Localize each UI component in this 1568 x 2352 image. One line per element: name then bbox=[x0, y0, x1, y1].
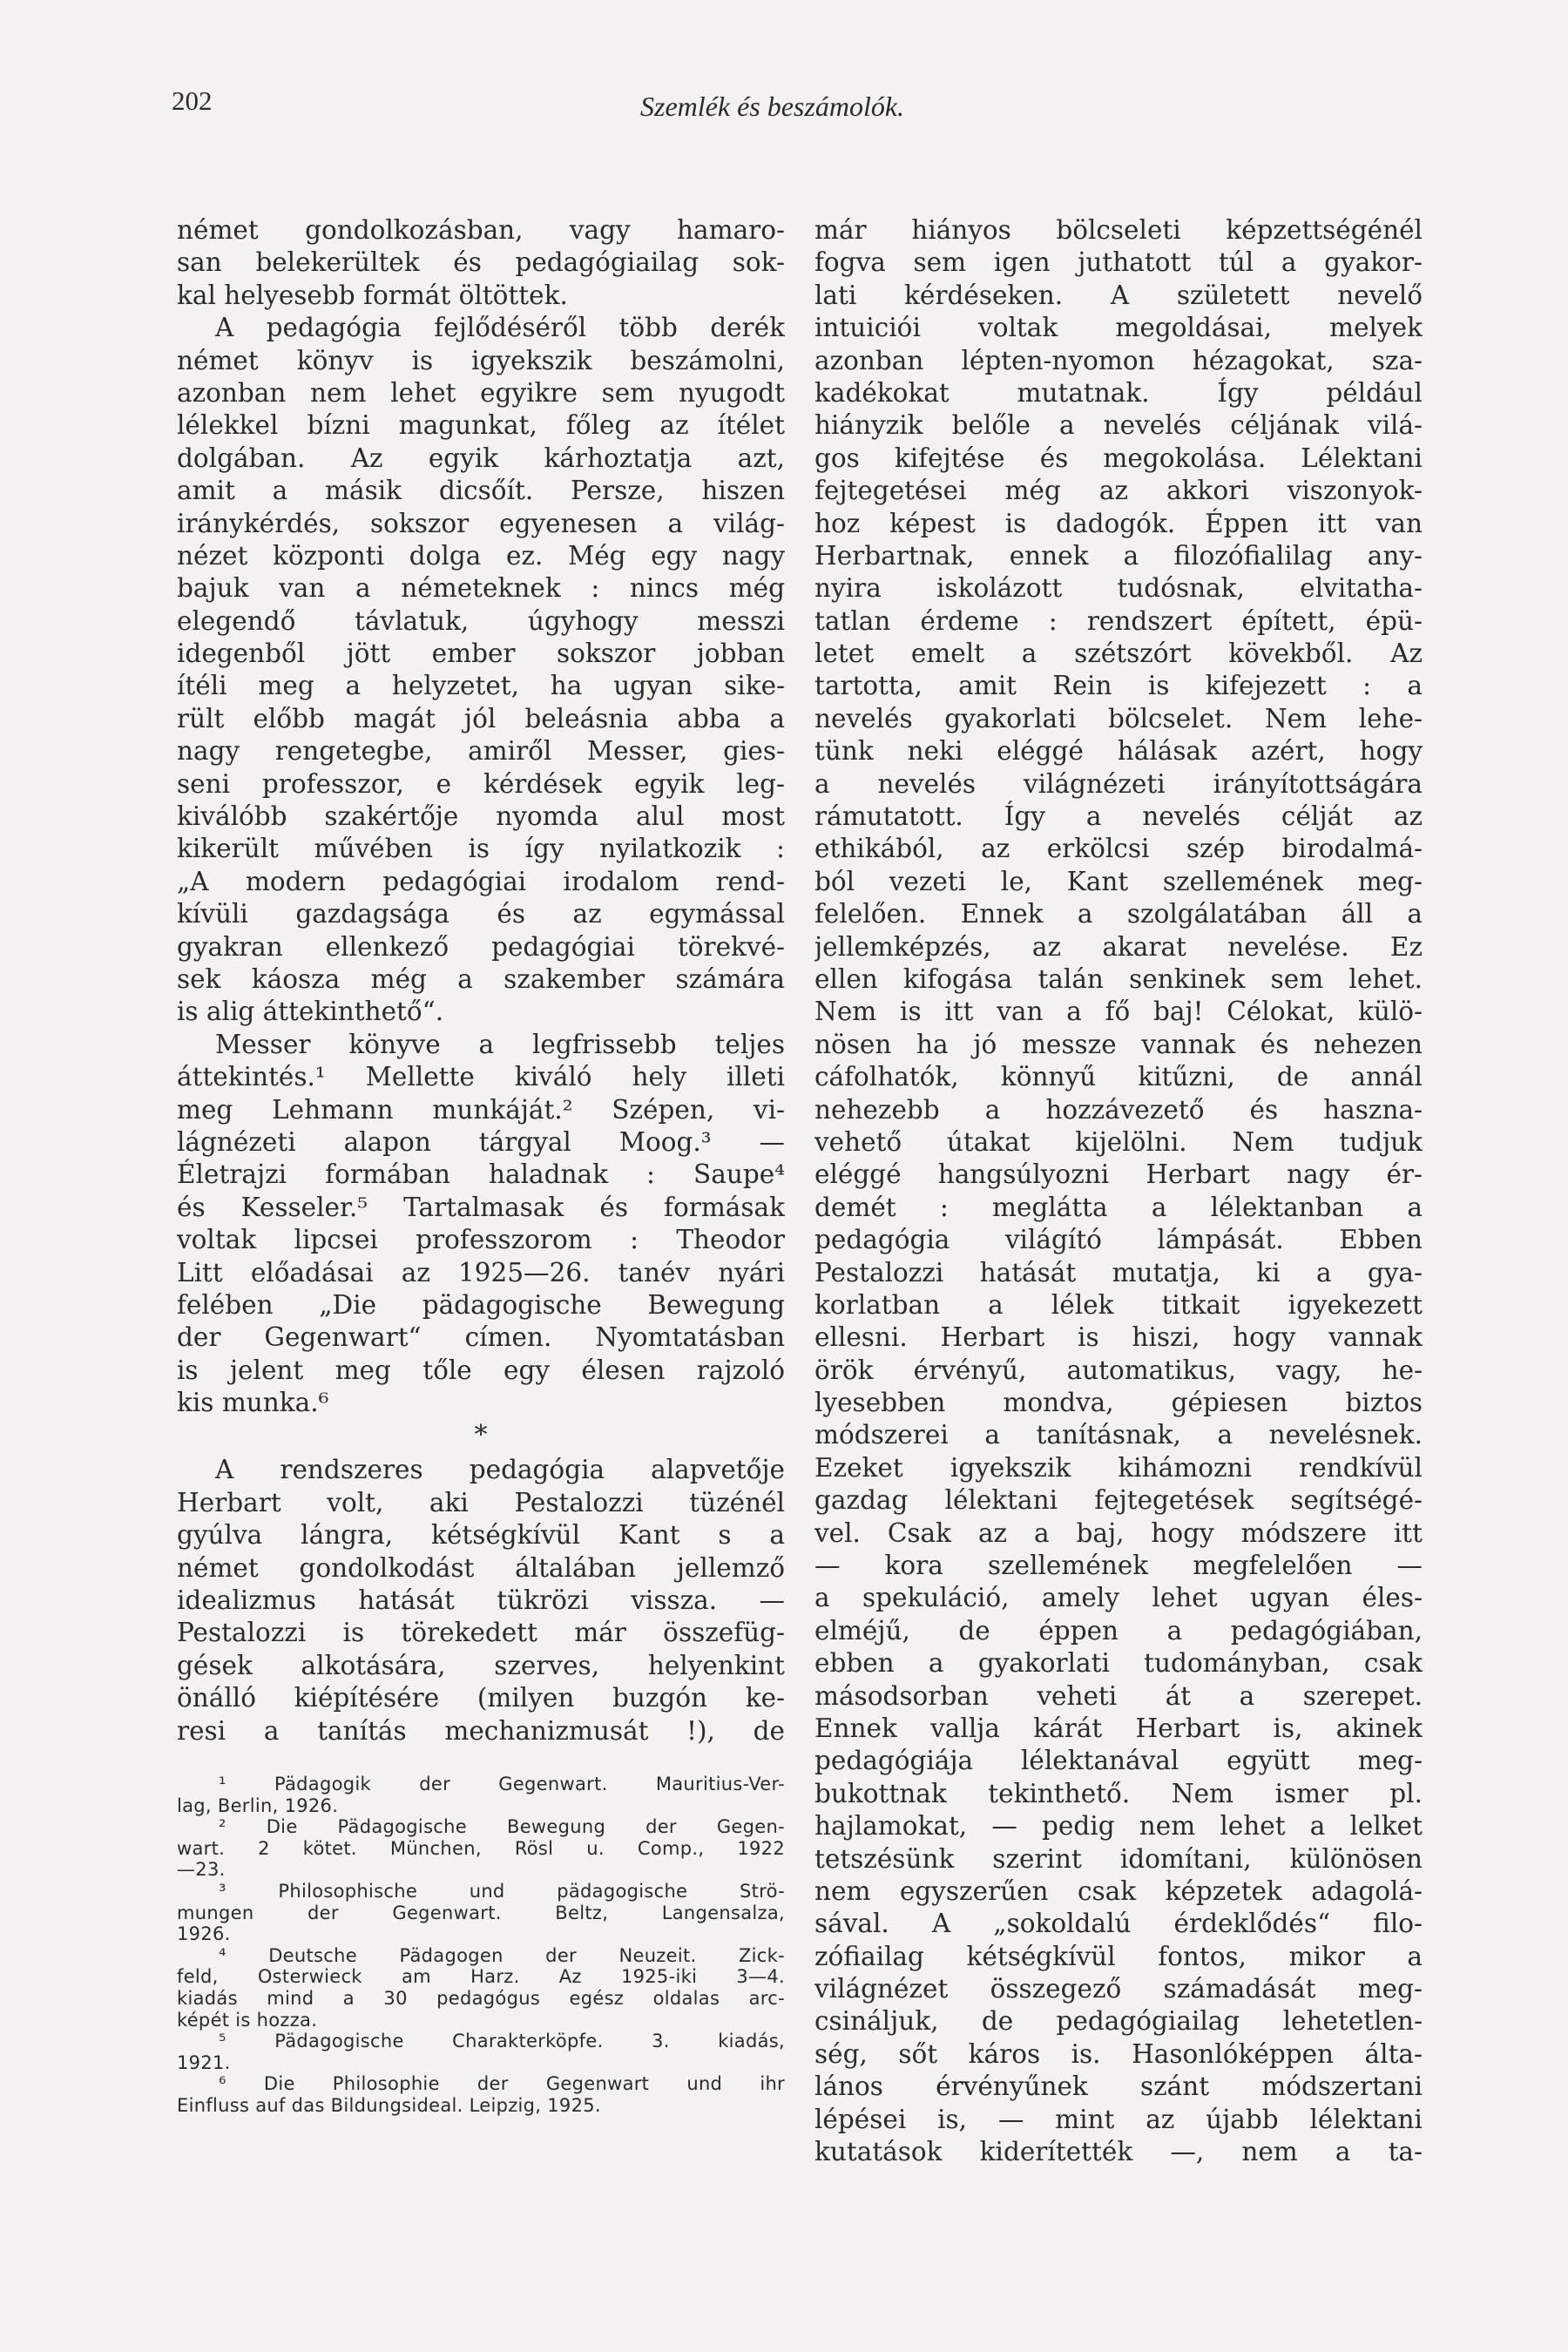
text-line: tartotta, amit Rein is kifejezett : a bbox=[814, 671, 1423, 701]
text-line: felében „Die pädagogische Bewegung bbox=[177, 1289, 785, 1320]
text-line: Messer könyve a legfrissebb teljes bbox=[215, 1029, 785, 1059]
text-line: vehető útakat kijelölni. Nem tudjuk bbox=[814, 1126, 1423, 1157]
footnote-line: ³ Philosophische und pädagogische Strö- bbox=[219, 1880, 785, 1902]
text-line: nem egyszerűen csak képzetek adagolá- bbox=[814, 1876, 1423, 1906]
text-line: Pestalozzi is törekedett már összefüg- bbox=[177, 1618, 785, 1648]
text-line: intuiciói voltak megoldásai, melyek bbox=[814, 313, 1423, 343]
text-line: resi a tanítás mechanizmusát !), de bbox=[177, 1715, 785, 1746]
text-line: gos kifejtése és megokolása. Lélektani bbox=[814, 443, 1423, 473]
text-line: „A modern pedagógiai irodalom rend- bbox=[177, 866, 785, 896]
text-line: demét : meglátta a lélektanban a bbox=[814, 1192, 1423, 1222]
text-line: Ezeket igyekszik kihámozni rendkívül bbox=[814, 1452, 1423, 1483]
text-line: fejtegetései még az akkori viszonyok- bbox=[814, 476, 1423, 506]
text-line: korlatban a lélek titkait igyekezett bbox=[814, 1289, 1423, 1320]
text-line: csináljuk, de pedagógiailag lehetetlen- bbox=[814, 2006, 1423, 2037]
text-line: san belekerültek és pedagógiailag sok- bbox=[177, 247, 785, 278]
text-line: A pedagógia fejlődéséről több derék bbox=[215, 313, 785, 343]
text-line: kis munka.⁶ bbox=[177, 1388, 329, 1418]
text-line: nézet központi dolga ez. Még egy nagy bbox=[177, 540, 785, 571]
text-line: lyesebben mondva, gépiesen biztos bbox=[814, 1388, 1423, 1418]
text-line: áttekintés.¹ Mellette kiváló hely illeti bbox=[177, 1062, 785, 1092]
text-line: gyakran ellenkező pedagógiai törekvé- bbox=[177, 931, 785, 962]
text-line: kutatások kiderítették —, nem a ta- bbox=[814, 2137, 1423, 2167]
footnotes bbox=[177, 1774, 785, 2117]
text-line: tatlan érdeme : rendszert épített, épü- bbox=[814, 605, 1423, 636]
text-line: idegenből jött ember sokszor jobban bbox=[177, 639, 785, 669]
text-line: pedagógiája lélektanával együtt meg- bbox=[814, 1746, 1423, 1776]
text-line: hoz képest is dadogók. Éppen itt van bbox=[814, 508, 1423, 538]
footnote-line: lag, Berlin, 1926. bbox=[177, 1794, 339, 1816]
text-line: — kora szellemének megfelelően — bbox=[814, 1551, 1423, 1581]
text-line: Nem is itt van a fő baj! Célokat, külö- bbox=[814, 997, 1423, 1027]
text-line: nösen ha jó messze vannak és nehezen bbox=[814, 1029, 1423, 1059]
text-line: A rendszeres pedagógia alapvetője bbox=[215, 1455, 785, 1485]
text-line: kívüli gazdagsága és az egymással bbox=[177, 899, 785, 929]
right-column bbox=[814, 214, 1423, 2168]
text-line: iránykérdés, sokszor egyenesen a világ- bbox=[177, 508, 785, 538]
text-line: ebben a gyakorlati tudományban, csak bbox=[814, 1648, 1423, 1679]
text-line: lati kérdéseken. A született nevelő bbox=[814, 280, 1423, 310]
footnote-line: ⁶ Die Philosophie der Gegenwart und ihr bbox=[219, 2073, 785, 2095]
text-line: német gondolkodást általában jellemző bbox=[177, 1552, 785, 1583]
text-line: ség, sőt káros is. Hasonlóképpen álta- bbox=[814, 2038, 1423, 2069]
text-line: jellemképzés, az akarat nevelése. Ez bbox=[814, 931, 1423, 962]
footnote-line: 1921. bbox=[177, 2051, 231, 2073]
text-line: német könyv is igyekszik beszámolni, bbox=[177, 345, 785, 375]
text-line: rámutatott. Így a nevelés célját az bbox=[814, 801, 1423, 832]
text-line: elméjű, de éppen a pedagógiában, bbox=[814, 1615, 1423, 1646]
text-line: kiválóbb szakértője nyomda alul most bbox=[177, 801, 785, 832]
running-title: Szemlék és beszámolók. bbox=[640, 91, 905, 122]
footnote-line: képét is hozza. bbox=[177, 2009, 318, 2031]
text-line: és Kesseler.⁵ Tartalmasak és formásak bbox=[177, 1192, 785, 1222]
text-line: bukottnak tekinthető. Nem ismer pl. bbox=[814, 1778, 1423, 1808]
text-line: lépései is, — mint az újabb lélektani bbox=[814, 2104, 1423, 2134]
text-line: azonban lépten-nyomon hézagokat, sza- bbox=[814, 345, 1423, 375]
text-line: elegendő távlatuk, úgyhogy messzi bbox=[177, 605, 785, 636]
text-line: sával. A „sokoldalú érdeklődés“ filo- bbox=[814, 1909, 1423, 1939]
footnote-line: ² Die Pädagogische Bewegung der Gegen- bbox=[219, 1816, 785, 1838]
text-line: gazdag lélektani fejtegetések segítségé- bbox=[814, 1485, 1423, 1516]
text-line: gések alkotására, szerves, helyenkint bbox=[177, 1650, 785, 1680]
text-line: ból vezeti le, Kant szellemének meg- bbox=[814, 866, 1423, 896]
text-line: amit a másik dicsőít. Persze, hiszen bbox=[177, 476, 785, 506]
text-line: letet emelt a szétszórt kövekből. Az bbox=[814, 639, 1423, 669]
text-line: felelően. Ennek a szolgálatában áll a bbox=[814, 899, 1423, 929]
text-line: Herbartnak, ennek a filozófialilag any- bbox=[814, 540, 1423, 571]
text-line: kal helyesebb formát öltöttek. bbox=[177, 280, 568, 310]
text-line: módszerei a tanításnak, a nevelésnek. bbox=[814, 1420, 1423, 1450]
text-line: lélekkel bízni magunkat, főleg az ítélet bbox=[177, 410, 785, 441]
footnote-line: wart. 2 kötet. München, Rösl u. Comp., 1922 bbox=[177, 1837, 785, 1859]
footnote-line: Einfluss auf das Bildungsideal. Leipzig, 1925. bbox=[177, 2094, 601, 2116]
text-line: der Gegenwart“ címen. Nyomtatásban bbox=[177, 1322, 785, 1353]
text-line: lános érvényűnek szánt módszertani bbox=[814, 2072, 1423, 2102]
text-line: Életrajzi formában haladnak : Saupe⁴ bbox=[177, 1159, 785, 1190]
text-line: a nevelés világnézeti irányítottságára bbox=[814, 768, 1423, 799]
text-line: Ennek vallja kárát Herbart is, akinek bbox=[814, 1713, 1423, 1743]
footnote-line: kiadás mind a 30 pedagógus egész oldalas arc- bbox=[177, 1987, 785, 2009]
text-line: másodsorban veheti át a szerepet. bbox=[814, 1680, 1423, 1711]
text-line: nevelés gyakorlati bölcselet. Nem lehe- bbox=[814, 703, 1423, 733]
text-line: seni professzor, e kérdések egyik leg- bbox=[177, 768, 785, 799]
text-line: ítéli meg a helyzetet, ha ugyan sike- bbox=[177, 671, 785, 701]
text-line: ethikából, az erkölcsi szép birodalmá- bbox=[814, 834, 1423, 864]
text-line: azonban nem lehet egyikre sem nyugodt bbox=[177, 377, 785, 408]
footnote-line: 1926. bbox=[177, 1923, 231, 1945]
text-line: tetszésünk szerint idomítani, különösen bbox=[814, 1843, 1423, 1874]
left-column-body-after bbox=[177, 1454, 785, 1747]
text-line: pedagógia világító lámpását. Ebben bbox=[814, 1225, 1423, 1255]
text-line: hajlamokat, — pedig nem lehet a lelket bbox=[814, 1811, 1423, 1842]
text-line: cáfolhatók, könnyű kitűzni, de annál bbox=[814, 1062, 1423, 1092]
text-line: kadékokat mutatnak. Így például bbox=[814, 377, 1423, 408]
text-line: rült előbb magát jól beleásnia abba a bbox=[177, 703, 785, 733]
text-line: is jelent meg tőle egy élesen rajzoló bbox=[177, 1355, 785, 1385]
footnote-line: ⁴ Deutsche Pädagogen der Neuzeit. Zick- bbox=[219, 1944, 785, 1966]
text-line: önálló kiépítésére (milyen buzgón ke- bbox=[177, 1683, 785, 1713]
text-line: világnézet összegező számadását meg- bbox=[814, 1974, 1423, 2004]
text-line: Litt előadásai az 1925—26. tanév nyári bbox=[177, 1257, 785, 1288]
page-number: 202 bbox=[172, 85, 213, 116]
footnote-line: feld, Osterwieck am Harz. Az 1925-iki 3—4. bbox=[177, 1966, 785, 1988]
text-line: voltak lipcsei professzorom : Theodor bbox=[177, 1225, 785, 1255]
footnote-line: ¹ Pädagogik der Gegenwart. Mauritius-Ver- bbox=[219, 1773, 785, 1794]
footnote-line: ⁵ Pädagogische Charakterköpfe. 3. kiadás, bbox=[219, 2031, 785, 2052]
text-line: nehezebb a hozzávezető és haszna- bbox=[814, 1094, 1423, 1125]
text-line: sek káosza még a szakember számára bbox=[177, 963, 785, 994]
text-line: ellesni. Herbart is hiszi, hogy vannak bbox=[814, 1322, 1423, 1353]
text-line: eléggé hangsúlyozni Herbart nagy ér- bbox=[814, 1159, 1423, 1190]
text-line: zófiailag kétségkívül fontos, mikor a bbox=[814, 1941, 1423, 1971]
text-line: már hiányos bölcseleti képzettségénél bbox=[814, 215, 1423, 245]
text-line: meg Lehmann munkáját.² Szépen, vi- bbox=[177, 1094, 785, 1125]
section-asterisk: * bbox=[474, 1420, 488, 1451]
text-line: Pestalozzi hatását mutatja, ki a gya- bbox=[814, 1257, 1423, 1288]
left-column-body bbox=[177, 214, 785, 1419]
text-line: nyira iskolázott tudósnak, elvitatha- bbox=[814, 573, 1423, 604]
text-line: bajuk van a németeknek : nincs még bbox=[177, 573, 785, 604]
text-line: kikerült művében is így nyilatkozik : bbox=[177, 834, 785, 864]
text-line: tünk neki eléggé hálásak azért, hogy bbox=[814, 736, 1423, 767]
text-line: hiányzik belőle a nevelés céljának vilá- bbox=[814, 410, 1423, 441]
text-line: a spekuláció, amely lehet ugyan éles- bbox=[814, 1583, 1423, 1613]
text-line: nagy rengetegbe, amiről Messer, gies- bbox=[177, 736, 785, 767]
text-line: örök érvényű, automatikus, vagy, he- bbox=[814, 1355, 1423, 1385]
text-line: is alig áttekinthető“. bbox=[177, 997, 444, 1027]
right-column-body bbox=[814, 214, 1423, 2168]
text-line: Herbart volt, aki Pestalozzi tüzénél bbox=[177, 1487, 785, 1517]
text-line: lágnézeti alapon tárgyal Moog.³ — bbox=[177, 1126, 785, 1157]
text-line: vel. Csak az a baj, hogy módszere itt bbox=[814, 1517, 1423, 1548]
text-line: idealizmus hatását tükrözi vissza. — bbox=[177, 1585, 785, 1616]
text-line: ellen kifogása talán senkinek sem lehet. bbox=[814, 963, 1423, 994]
footnote-line: mungen der Gegenwart. Beltz, Langensalza, bbox=[177, 1902, 785, 1923]
text-line: gyúlva lángra, kétségkívül Kant s a bbox=[177, 1520, 785, 1551]
text-line: német gondolkozásban, vagy hamaro- bbox=[177, 215, 785, 245]
text-line: dolgában. Az egyik kárhoztatja azt, bbox=[177, 443, 785, 473]
left-column bbox=[177, 214, 785, 2116]
footnote-line: —23. bbox=[177, 1859, 226, 1881]
text-line: fogva sem igen juthatott túl a gyakor- bbox=[814, 247, 1423, 278]
